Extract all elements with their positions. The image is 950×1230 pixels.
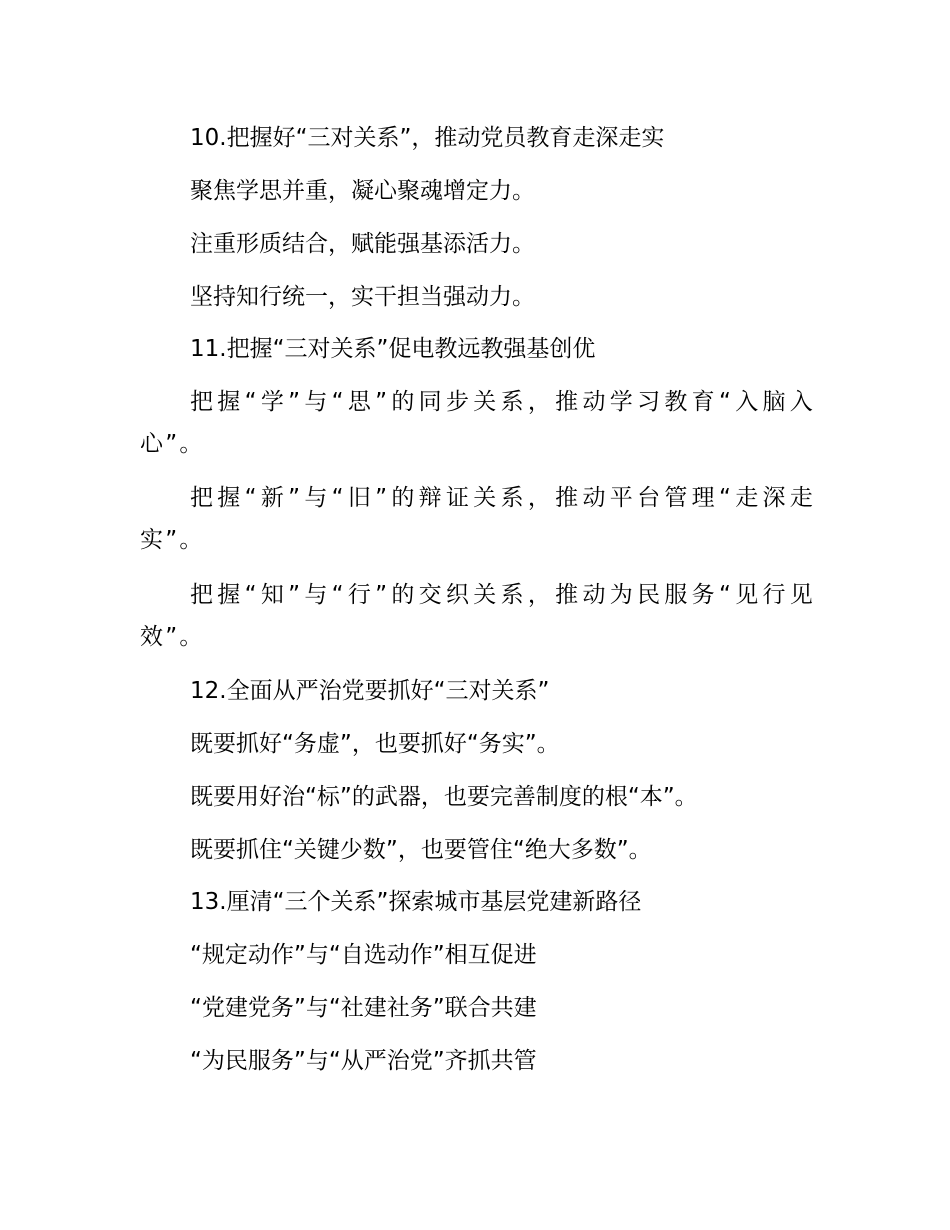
paragraph: 注重形质结合，赋能强基添活力。: [190, 231, 535, 257]
paragraph: 既要抓住“关键少数”，也要管住“绝大多数”。: [190, 837, 652, 863]
paragraph: 聚焦学思并重，凝心聚魂增定力。: [190, 178, 535, 204]
paragraph: “党建党务”与“社建社务”联合共建: [190, 995, 537, 1021]
paragraph: 坚持知行统一，实干担当强动力。: [190, 284, 535, 310]
section-10-heading: 10.把握好“三对关系”，推动党员教育走深走实: [190, 125, 665, 151]
paragraph: 把握“学”与“思”的同步关系，推动学习教育“入脑入心”。: [140, 389, 815, 457]
paragraph: 把握“知”与“行”的交织关系，推动为民服务“见行见效”。: [140, 582, 815, 650]
paragraph: 把握“新”与“旧”的辩证关系，推动平台管理“走深走实”。: [140, 485, 815, 553]
paragraph: “规定动作”与“自选动作”相互促进: [190, 942, 537, 968]
paragraph: 既要抓好“务虚”，也要抓好“务实”。: [190, 731, 560, 757]
paragraph: 既要用好治“标”的武器，也要完善制度的根“本”。: [190, 784, 698, 810]
section-13-heading: 13.厘清“三个关系”探索城市基层党建新路径: [190, 889, 642, 915]
section-11-heading: 11.把握“三对关系”促电教远教强基创优: [190, 336, 596, 362]
section-12-heading: 12.全面从严治党要抓好“三对关系”: [190, 678, 550, 704]
paragraph: “为民服务”与“从严治党”齐抓共管: [190, 1048, 537, 1074]
